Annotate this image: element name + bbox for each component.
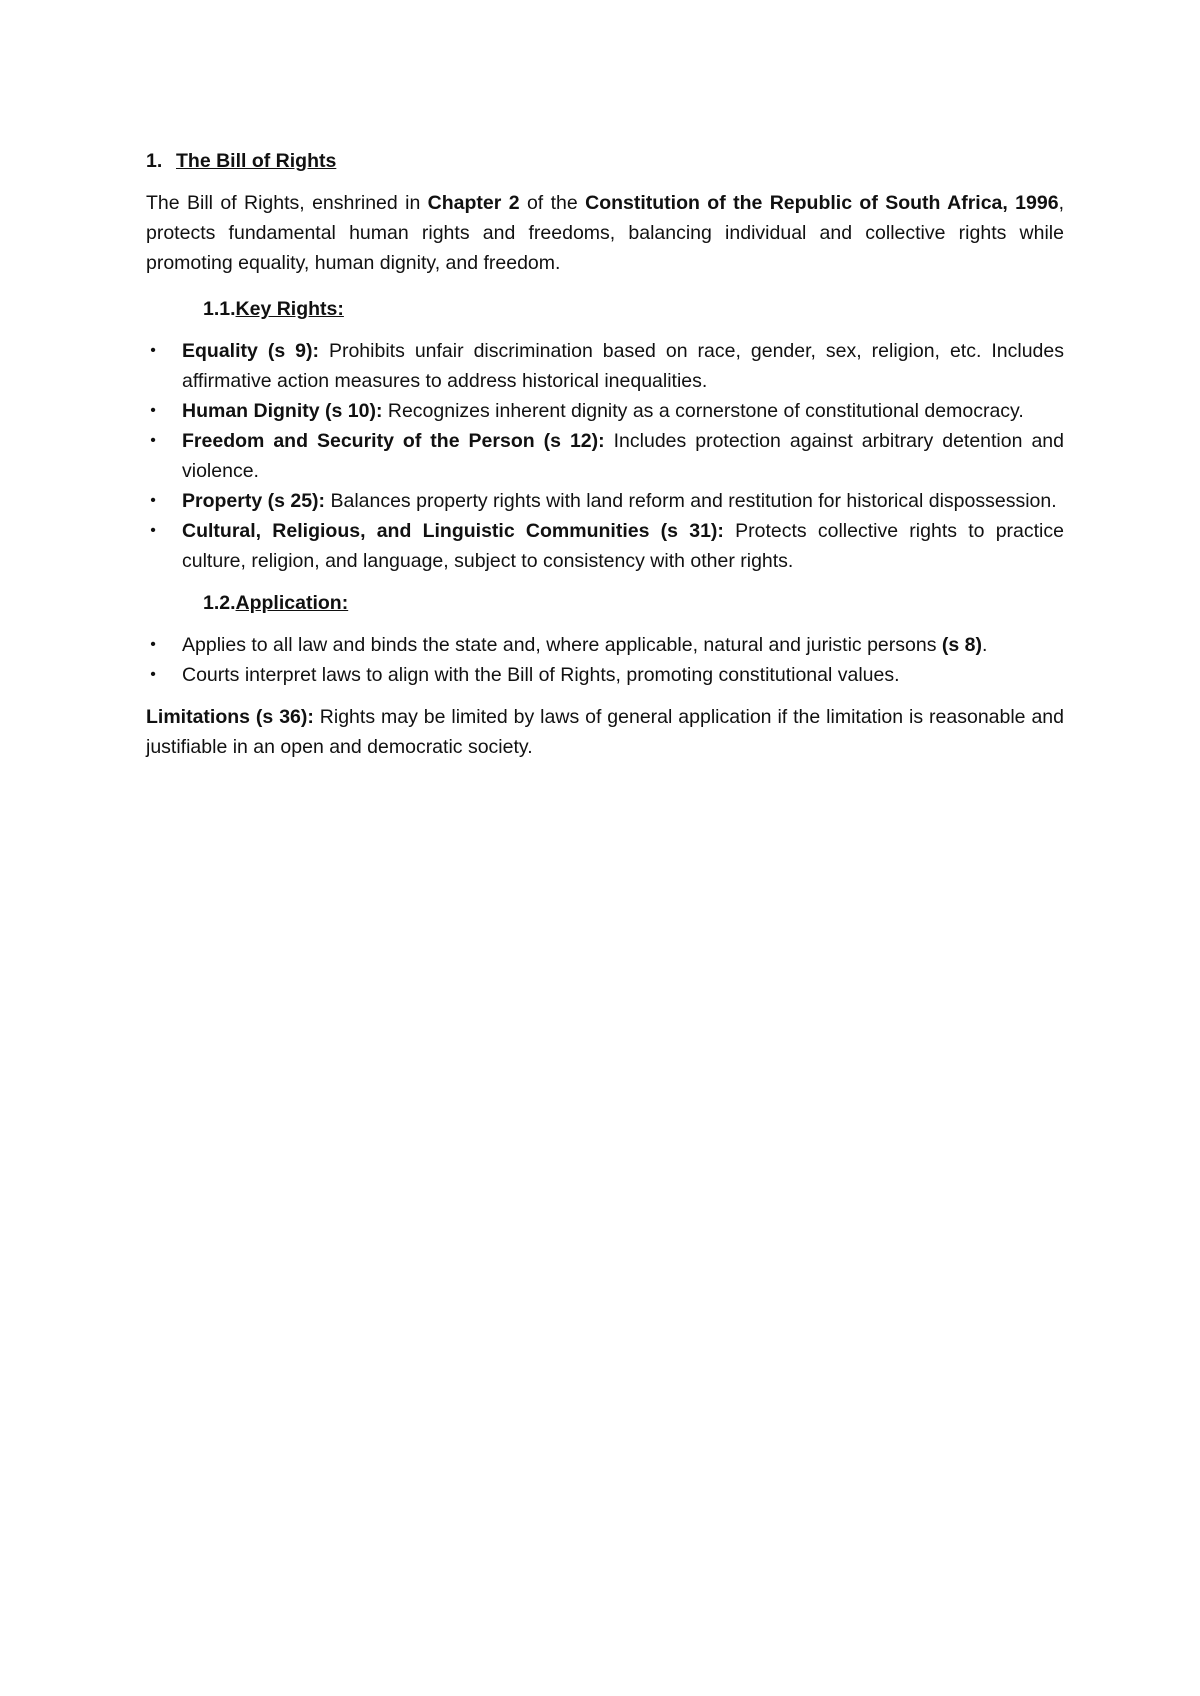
intro-paragraph [146,188,1064,278]
bullet-icon: • [150,432,156,449]
subsection-heading-application [203,588,1064,618]
list-item-text: Courts interpret laws to align with the Bill of Rights, promoting constitutional values. [182,664,900,686]
intro-constitution: Constitution of the Republic of South Africa, 1996 [585,192,1059,214]
bullet-icon: • [150,342,156,359]
list-item-ref: (s 8) [941,634,982,656]
list-item-text: Applies to all law and binds the state and, where applicable, natural and juristic persons [182,634,942,656]
application-list [146,630,1064,690]
list-item-text: Protects collective rights to practice culture, religion, and language, subject to consistency with other rights. [182,520,1064,572]
list-item-term: Human Dignity (s 10): [182,400,383,422]
limitations-paragraph [146,702,1064,762]
subsection-title: Key Rights: [235,298,344,320]
list-item-term: Equality (s 9): [182,340,319,362]
list-item [146,336,1064,396]
bullet-icon: • [150,636,156,653]
key-rights-list [146,336,1064,576]
bullet-icon: • [150,666,156,683]
limitations-term: Limitations (s 36): [146,706,314,728]
bullet-icon: • [150,492,156,509]
list-item-term: Freedom and Security of the Person (s 12): [182,430,605,452]
list-item-text: Recognizes inherent dignity as a cornerstone of constitutional democracy. [382,400,1024,422]
intro-text-1: The Bill of Rights, enshrined in [146,192,428,214]
document-content [146,146,1064,778]
limitations-text: Rights may be limited by laws of general application if the limitation is reasonable and justifiable in an open and democratic society. [146,706,1064,758]
section-title: The Bill of Rights [176,150,337,172]
list-item-term: Cultural, Religious, and Linguistic Communities (s 31): [182,520,724,542]
bullet-icon: • [150,522,156,539]
list-item [146,426,1064,486]
list-item-term: Property (s 25): [182,490,326,512]
subsection-number: 1.2. [203,592,236,614]
subsection-title: Application: [235,592,349,614]
list-item-text: Prohibits unfair discrimination based on race, gender, sex, religion, etc. Includes affirmative action measures to address historical inequalities. [182,340,1064,392]
list-item [146,516,1064,576]
list-item-text: Includes protection against arbitrary detention and violence. [182,430,1064,482]
subsection-number: 1.1. [203,298,236,320]
section-number: 1. [146,150,163,172]
list-item [146,396,1064,426]
list-item [146,486,1064,516]
list-item [146,630,1064,660]
intro-chapter: Chapter 2 [427,192,520,214]
intro-text-2: of the [519,192,586,214]
intro-text-3: , protects fundamental human rights and freedoms, balancing individual and collective rights while promoting equality, human dignity, and freedom. [146,192,1064,274]
list-item [146,660,1064,690]
bullet-icon: • [150,402,156,419]
section-heading [146,146,1064,176]
list-item-end: . [981,634,988,656]
list-item-text: Balances property rights with land reform and restitution for historical dispossession. [325,490,1057,512]
subsection-heading-key-rights [203,294,1064,324]
